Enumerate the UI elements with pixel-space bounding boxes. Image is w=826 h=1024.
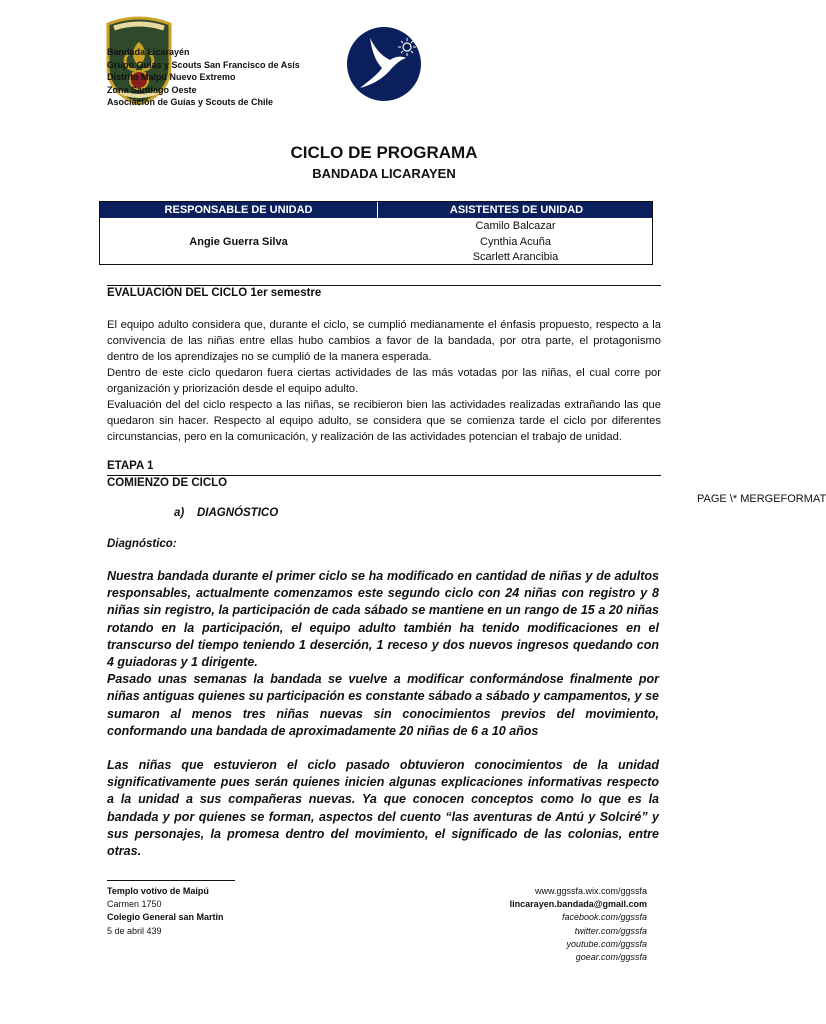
footer-address: 5 de abril 439 (107, 925, 162, 936)
swallow-bird-logo-icon (346, 26, 422, 102)
section-divider (107, 475, 661, 476)
diagnostic-label: Diagnóstico: (107, 538, 177, 550)
website-link[interactable]: www.ggssfa.wix.com/ggssfa (534, 886, 647, 896)
evaluation-paragraph: El equipo adulto considera que, durante el ciclo, se cumplió medianamente el énfasis propuesto, respecto a la convivencia de las niñas entre ellas hubo cambios a favor de la bandada, por otra parte, el protagonismo dentro de los aprendizajes no se cumplió de la manera esperada. (107, 319, 661, 363)
evaluation-heading: EVALUACIÓN DEL CICLO 1er semestre (107, 287, 322, 299)
document-subtitle: BANDADA LICARAYEN (312, 166, 456, 181)
header-line-unit: Bandada Licarayén (107, 47, 190, 57)
evaluation-paragraph: Evaluación del del ciclo respecto a las niñas, se recibieron bien las actividades realizadas extrañando las que quedaron sin hacer. Respecto al equipo adulto, se considera que se comienza tarde el ciclo por diferentes circunstancias, pero en la comunicación, y realización de las actividades potencian el trabajo de unidad. (107, 399, 661, 443)
stage-label: ETAPA 1 (107, 460, 154, 472)
evaluation-paragraph: Dentro de este ciclo quedaron fuera ciertas actividades de las más votadas por las niñas, el cual corre por organización y priorización desde el equipo adulto. (107, 367, 661, 395)
section-divider (107, 285, 661, 286)
assistants-list (377, 219, 654, 266)
assistant-name: Scarlett Arancibia (472, 251, 559, 264)
diagnostic-paragraph: Pasado unas semanas la bandada se vuelve a modificar conformándose finalmente por niñas antiguas quienes su participación es constante sábado a sábado y campamentos, y se sumaron al menos tres niñas nuevas sin conocimientos previos del movimiento, conformando una bandada de aproximadamente 20 niñas de 6 a 10 años (107, 672, 659, 738)
assistant-name: Camilo Balcazar (475, 220, 556, 232)
footer-contacts (447, 885, 647, 964)
assistant-name: Cynthia Acuña (480, 235, 551, 248)
diagnostic-paragraph: Nuestra bandada durante el primer ciclo se ha modificado en cantidad de niñas y de adultos responsables, actualmente comenzamos este segundo ciclo con 24 niñas con registro y 8 niñas sin registro, la participación de cada sábado se mantiene en un rango de 15 a 20 niñas rotando en la participación, el equipo adulto también ha tenido modificaciones en el transcurso del tiempo teniendo 1 deserción, 1 receso y dos nuevos ingresos quedando con 4 guiadoras y 1 dirigente. (107, 569, 659, 670)
header-line-zone: Zona Santiago Oeste (107, 84, 197, 95)
footer-venue: Templo votivo de Maipú (107, 886, 209, 896)
youtube-link[interactable]: youtube.com/ggssfa (566, 938, 647, 949)
facebook-link[interactable]: facebook.com/ggssfa (561, 912, 647, 923)
footer-address: Carmen 1750 (107, 899, 162, 910)
diagnostic-body (107, 568, 659, 860)
header-asistentes: ASISTENTES DE UNIDAD (377, 202, 655, 218)
header-line-district: Distrito Maipú Nuevo Extremo (107, 72, 236, 83)
header-responsable: RESPONSABLE DE UNIDAD (164, 204, 313, 216)
header-organization-lines (107, 46, 300, 109)
evaluation-body (107, 317, 661, 445)
page-number-field: PAGE \* MERGEFORMAT (697, 493, 826, 505)
diagnostic-paragraph: Las niñas que estuvieron el ciclo pasado obtuvieron conocimientos de la unidad significativamente pues serán quienes inicien algunas explicaciones informativas respecto a la unidad a sus compañeras nuevas. Ya que conocen conceptos como lo que es la bandada y por quienes se forman, aspectos del cuento “las aventuras de Antú y Solciré” y sus personajes, la promesa dentro del movimiento, el significado de las colonias, entre otras. (107, 758, 659, 859)
header-line-group: Grupo Guías y Scouts San Francisco de Asís (107, 59, 300, 70)
email-link[interactable]: lincarayen.bandada@gmail.com (509, 899, 647, 910)
twitter-link[interactable]: twitter.com/ggssfa (574, 925, 647, 936)
document-title: CICLO DE PROGRAMA (290, 143, 478, 162)
unit-table-header (100, 202, 652, 218)
header-line-association: Asociación de Guías y Scouts de Chile (107, 97, 274, 108)
footer-venue: Colegio General san Martin (107, 912, 224, 923)
footer-addresses (107, 885, 224, 938)
unit-table (99, 201, 653, 265)
responsible-name: Angie Guerra Silva (189, 236, 288, 248)
diagnostic-section-heading: a) DIAGNÓSTICO (174, 507, 279, 519)
goear-link[interactable]: goear.com/ggssfa (575, 952, 647, 963)
footer-divider (107, 880, 235, 881)
stage-name: COMIENZO DE CICLO (107, 477, 228, 489)
